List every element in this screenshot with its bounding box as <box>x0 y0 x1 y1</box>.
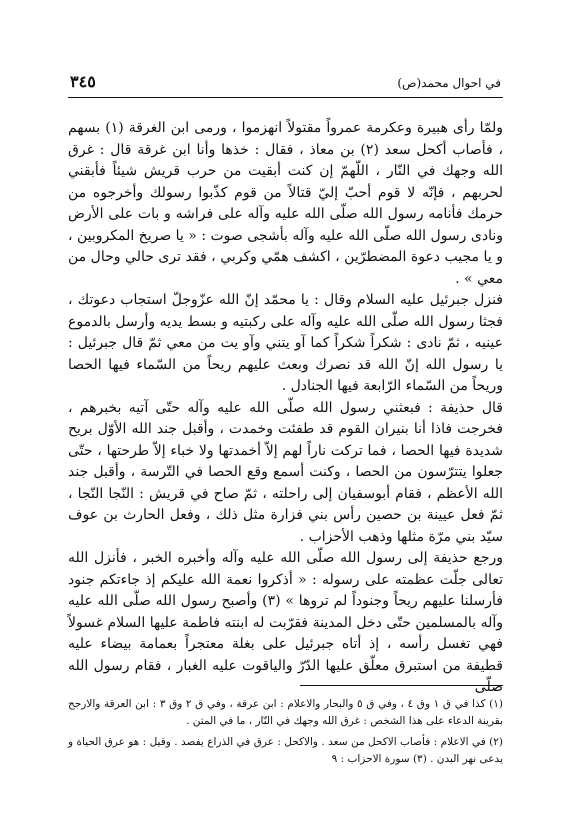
paragraph: ورجع حذيفة إلى رسول الله صلّى الله عليه وآله وأخبره الخبر ، فأنزل الله تعالى جلّت عظمته على رسوله : « أذكروا نعمة الله عليكم إذ جاءتكم جنود فأرسلنا عليهم ريحاً وجنوداً لم تروها » (٣) وأصبح رسول الله صلّى الله عليه وآله بالمسلمين حتّى دخل المدينة فقرّبت له ابنته فاطمة عليها السلام غسولاً فهي تغسل رأسه ، إذ أتاه جبرئيل على بغلة معتجراً بعمامة بيضاء عليه قطيفة من استبرق معلّق عليها الدّرّ والياقوت عليه الغبار ، فقام رسول الله صلّى <box>68 550 503 695</box>
running-title: في احوال محمد(ص) <box>397 76 501 90</box>
header-divider <box>68 97 503 98</box>
footnotes <box>68 696 503 772</box>
footnote: (١) كذا في ق ١ وق ٤ ، وفي ق ٥ والبحار والاعلام : ابن عرقة ، وفي ق ٢ وق ٣ : ابن العرقة والارجح بقرينة الدعاء على هذا الشخص : غرق الله وجهك في النّار ، ما في المتن . <box>68 698 503 727</box>
page-header <box>68 70 501 98</box>
footnote-divider <box>300 685 503 686</box>
paragraph: قال حذيفة : فبعثني رسول الله صلّى الله عليه وآله حتّى آتيه بخبرهم ، فخرجت فاذا أنا بنيران القوم قد طفئت وخمدت ، وأقبل جند الله الأوّل بريح شديدة فيها الحصا ، فما تركت ناراً لهم إلاّ أخمدتها ولا خباء إلاّ طرحتها ، حتّى جعلوا يتترّسون من الحصا ، وكنت أسمع وقع الحصا في التّرسة ، وأقبل جند الله الأعظم ، فقام أبوسفيان إلى راحلته ، ثمّ صاح في قريش : النّجا النّجا ، ثمّ فعل عيينة بن حصين رأس بني فزارة مثل ذلك ، وفعل الحارث بن عوف سيّد بني مرّة مثلها وذهب الأحزاب . <box>68 399 503 545</box>
page-number: ٣٤٥ <box>70 72 96 91</box>
footnote: (٢) في الاعلام : فأصاب الاكحل من سعد . والاكحل : عرق في الذراع يفصد . وقيل : هو عرق الحياة و يدعى نهر البدن . (٣) سورة الاحزاب : ٩ <box>68 736 503 765</box>
paragraph: فنزل جبرئيل عليه السلام وقال : يا محمّد إنّ الله عزّوجلّ استجاب دعوتك ، فجثا رسول الله صلّى الله عليه وآله على ركبتيه و بسط يديه وأرسل بالدموع عينيه ، ثمّ نادى : شكراً شكراً كما آو يتني وآو يت من معي ثمّ قال جبرئيل : يا رسول الله إنّ الله قد نصرك وبعث عليهم ريحاً من السّماء فيها الحصا وريحاً من السّماء الرّابعة فيها الجنادل . <box>68 292 503 394</box>
paragraph: ولمّا رأى هبيرة وعكرمة عمرواً مقتولاً انهزموا ، ورمى ابن الغرقة (١) بسهم ، فأصاب أكحل سعد (٢) بن معاذ ، فقال : خذها وأنا ابن غرقة قال : غرق الله وجهك في النّار ، اللّهمّ إن كنت أبقيت من حرب قريش شيئاً فأبقني لحربهم ، فإنّه لا قوم أحبّ إليّ قتالاً من قوم كذّبوا رسولك وأخرجوه من حرمك فأنامه رسول الله صلّى الله عليه وآله على فراشه و بات على الأرض ونادى رسول الله صلّى الله عليه وآله بأشجى صوت : « يا صريخ المكروبين ، و يا مجيب دعوة المضطرّين ، اكشف همّي وكربي ، فقد ترى حالي وحال من معي » . <box>68 120 503 287</box>
main-text <box>68 118 503 699</box>
